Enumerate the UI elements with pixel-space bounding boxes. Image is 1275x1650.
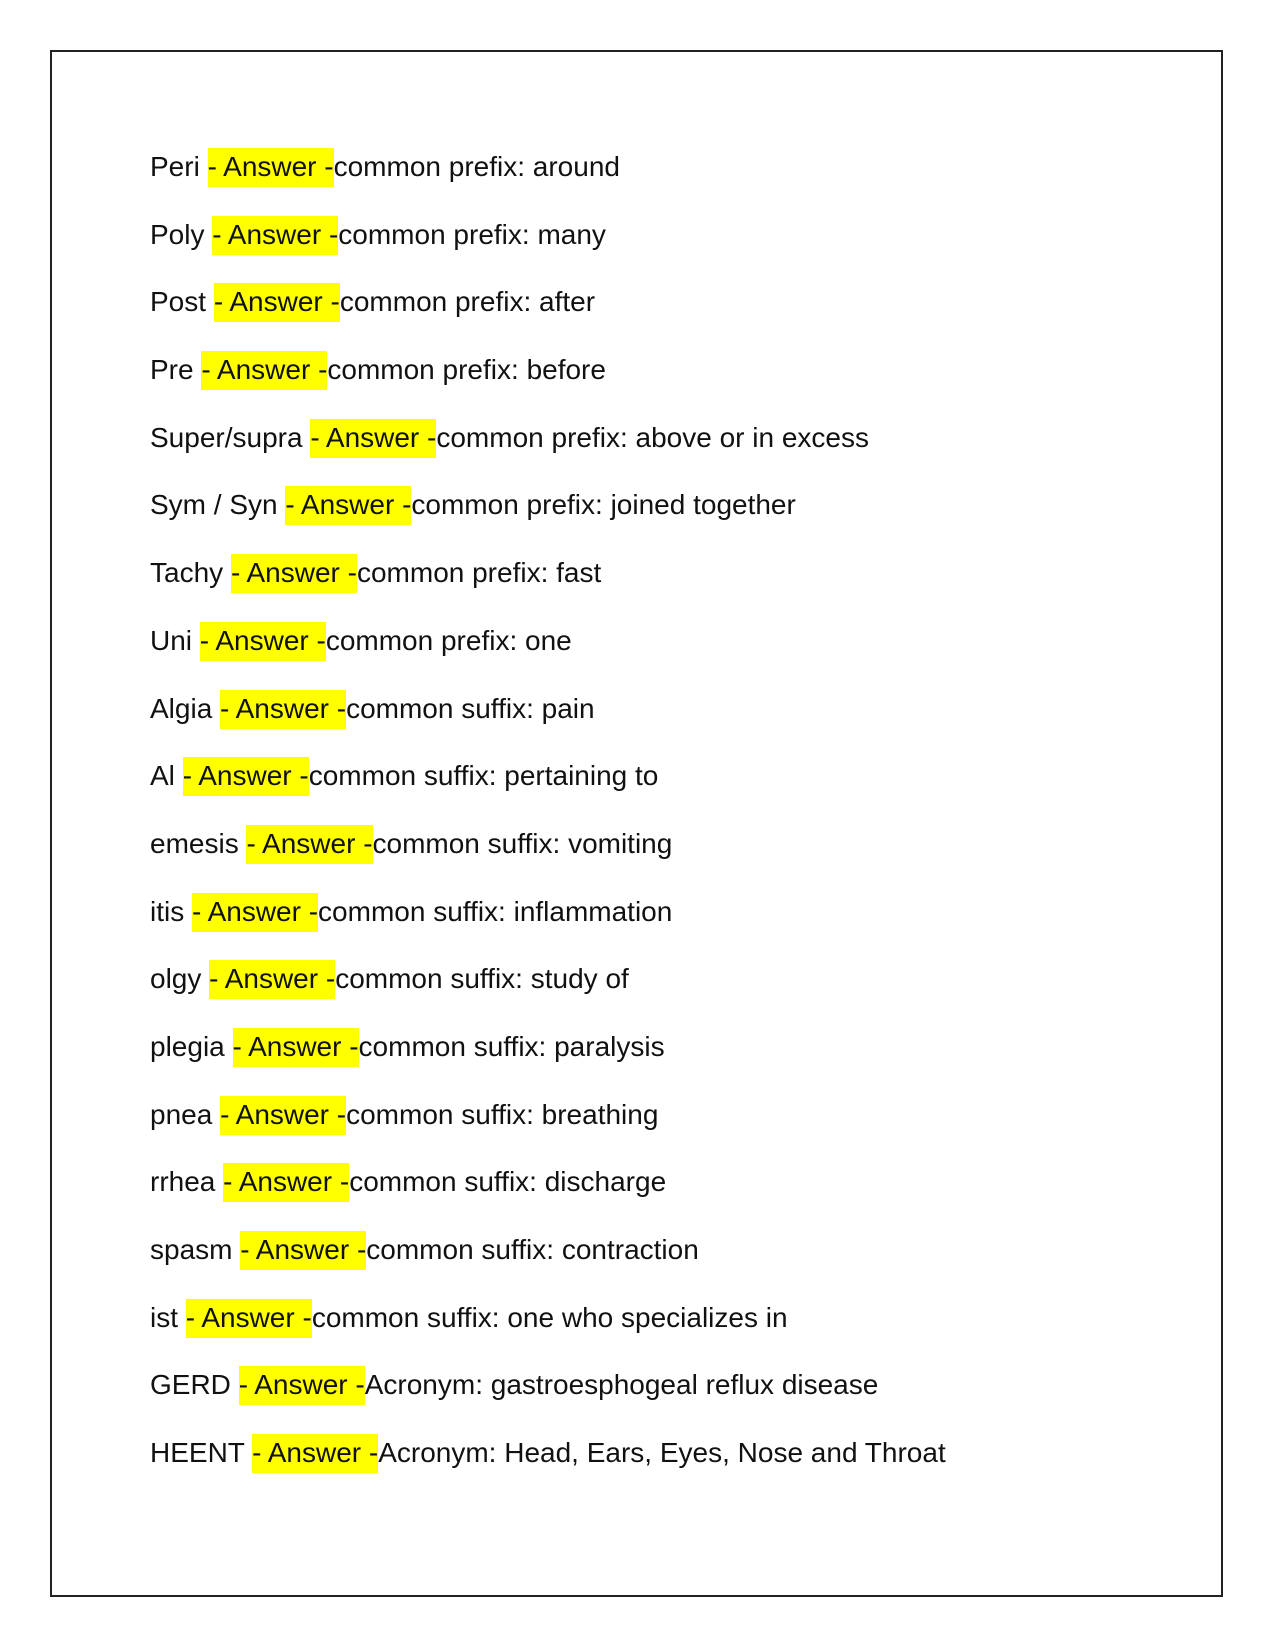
term-entry (150, 962, 946, 1030)
answer-highlight: - Answer - (233, 1028, 359, 1067)
term: pnea (150, 1098, 213, 1130)
definition: common prefix: one (325, 624, 572, 656)
term: olgy (150, 963, 202, 995)
answer-highlight: - Answer - (209, 960, 335, 999)
answer-highlight: - Answer - (220, 1096, 346, 1135)
term-entry (150, 624, 946, 692)
term: Sym / Syn (150, 489, 278, 521)
answer-highlight: - Answer - (285, 486, 411, 525)
term: plegia (150, 1030, 225, 1062)
term: Al (150, 760, 175, 792)
definition: common suffix: vomiting (372, 827, 673, 859)
answer-highlight: - Answer - (186, 1299, 312, 1338)
term-entry (150, 218, 946, 286)
term: Post (150, 286, 207, 318)
definition: common suffix: paralysis (358, 1030, 665, 1062)
definition: common suffix: pain (346, 692, 595, 724)
definition: common prefix: after (339, 286, 596, 318)
term: spasm (150, 1234, 233, 1265)
term-entry (150, 1233, 946, 1301)
term: Tachy (150, 557, 224, 589)
definition: common suffix: inflammation (318, 895, 673, 927)
term-entry (150, 895, 946, 963)
answer-highlight: - Answer - (239, 1366, 365, 1405)
term-entry (150, 827, 946, 895)
term-entry (150, 353, 946, 421)
term-entry (150, 421, 946, 489)
term: Peri (150, 151, 200, 182)
term-entry (150, 150, 946, 218)
term: emesis (150, 827, 239, 859)
definition: common prefix: before (327, 354, 606, 386)
term: itis (150, 895, 185, 927)
term-entry (150, 556, 946, 624)
answer-highlight: - Answer - (201, 351, 327, 390)
definition: Acronym: gastroesphogeal reflux disease (364, 1369, 879, 1401)
answer-highlight: - Answer - (246, 825, 372, 864)
definition: common suffix: discharge (349, 1166, 667, 1198)
term: Uni (150, 624, 193, 656)
definition: common prefix: above or in excess (436, 421, 869, 453)
definition: common prefix: fast (356, 557, 602, 589)
definition: common suffix: contraction (366, 1234, 699, 1265)
definition: common suffix: breathing (346, 1098, 659, 1130)
definition: common suffix: study of (335, 963, 629, 995)
answer-highlight: - Answer - (208, 148, 334, 187)
term: rrhea (150, 1166, 216, 1198)
term: Super/supra (150, 421, 303, 453)
term-entry (150, 759, 946, 827)
term: Poly (150, 218, 205, 250)
term: Pre (150, 354, 194, 386)
answer-highlight: - Answer - (192, 893, 318, 932)
definition: common prefix: joined together (411, 489, 796, 521)
term-entry (150, 1301, 946, 1369)
term-entry (150, 1368, 946, 1436)
term-entry (150, 285, 946, 353)
term-entry (150, 692, 946, 760)
answer-highlight: - Answer - (212, 216, 338, 255)
answer-highlight: - Answer - (223, 1163, 349, 1202)
term-entry (150, 1098, 946, 1166)
term-entry (150, 1436, 946, 1504)
answer-highlight: - Answer - (200, 622, 326, 661)
definition: Acronym: Head, Ears, Eyes, Nose and Throat (378, 1437, 946, 1469)
answer-highlight: - Answer - (310, 419, 436, 458)
answer-highlight: - Answer - (220, 690, 346, 729)
answer-highlight: - Answer - (214, 283, 340, 322)
term-entry (150, 1030, 946, 1098)
term: ist (150, 1301, 178, 1333)
definition: common prefix: around (333, 151, 620, 182)
answer-highlight: - Answer - (240, 1231, 366, 1270)
answer-highlight: - Answer - (183, 757, 309, 796)
answer-highlight: - Answer - (252, 1434, 378, 1473)
term-list (150, 150, 946, 1504)
answer-highlight: - Answer - (231, 554, 357, 593)
definition: common suffix: pertaining to (308, 760, 659, 792)
term-entry (150, 488, 946, 556)
term-entry (150, 1165, 946, 1233)
term: GERD (150, 1369, 231, 1401)
definition: common suffix: one who specializes in (311, 1301, 788, 1333)
term: Algia (150, 692, 213, 724)
term: HEENT (150, 1437, 245, 1469)
definition: common prefix: many (338, 218, 606, 250)
